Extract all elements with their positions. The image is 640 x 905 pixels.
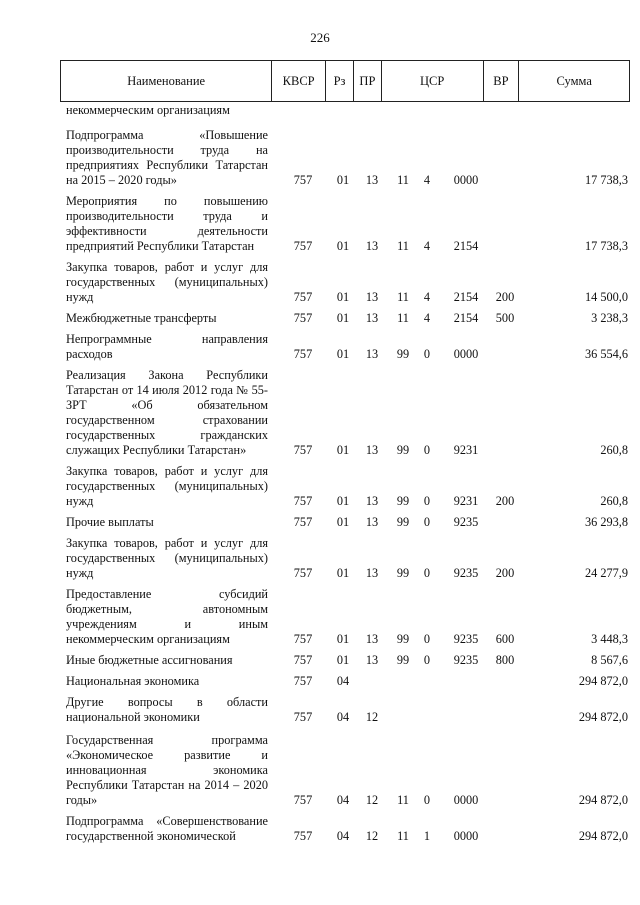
row-kvsr: 757: [293, 443, 313, 457]
row-csr3: 9235: [453, 515, 479, 529]
row-pr: 13: [365, 311, 379, 325]
row-kvsr: 757: [293, 710, 313, 724]
row-vr: 200: [495, 566, 515, 580]
row-rz: 01: [336, 515, 350, 529]
row-rz: 01: [336, 311, 350, 325]
row-csr2: 0: [423, 653, 431, 667]
row-rz: 04: [336, 710, 350, 724]
row-kvsr: 757: [293, 515, 313, 529]
row-csr1: 99: [396, 632, 410, 646]
row-csr2: 0: [423, 347, 431, 361]
row-sum: 294 872,0: [578, 710, 628, 724]
row-kvsr: 757: [293, 311, 313, 325]
row-name: Межбюджетные трансферты: [66, 311, 217, 325]
row-sum: 36 554,6: [584, 347, 628, 361]
row-name: Прочие выплаты: [66, 515, 154, 529]
row-sum: 17 738,3: [584, 239, 628, 253]
row-vr: 600: [495, 632, 515, 646]
table-row: [66, 332, 628, 362]
row-vr: 800: [495, 653, 515, 667]
row-csr1: 99: [396, 443, 410, 457]
row-csr3: 0000: [453, 829, 479, 843]
table-row: [66, 194, 628, 254]
row-name: Реализация Закона Республики Татарстан от 14 июля 2012 года № 55-ЗРТ «Об обязательном государственном страховании государственных гражданских служащих Республики Татарстан»: [66, 368, 268, 457]
row-csr1: 11: [397, 793, 409, 807]
row-csr2: 4: [423, 239, 431, 253]
row-csr2: 1: [423, 829, 431, 843]
row-pr: 12: [365, 829, 379, 843]
row-csr2: 0: [423, 443, 431, 457]
table-row: [66, 464, 628, 509]
row-sum: 294 872,0: [578, 674, 628, 688]
header-pr: ПР: [354, 61, 382, 101]
row-kvsr: 757: [293, 653, 313, 667]
row-rz: 01: [336, 494, 350, 508]
row-rz: 01: [336, 290, 350, 304]
row-csr3: 2154: [453, 311, 479, 325]
row-vr: 200: [495, 494, 515, 508]
row-rz: 01: [336, 632, 350, 646]
row-kvsr: 757: [293, 239, 313, 253]
row-kvsr: 757: [293, 829, 313, 843]
row-rz: 04: [336, 793, 350, 807]
row-rz: 04: [336, 829, 350, 843]
header-name: Наименование: [61, 61, 272, 101]
header-vr: ВР: [484, 61, 520, 101]
row-csr3: 2154: [453, 239, 479, 253]
row-csr1: 99: [396, 653, 410, 667]
row-csr2: 0: [423, 494, 431, 508]
table-row: [66, 695, 628, 725]
row-pr: 13: [365, 290, 379, 304]
row-rz: 01: [336, 653, 350, 667]
row-csr1: 99: [396, 515, 410, 529]
table-row: [66, 260, 628, 305]
page-number: 226: [310, 30, 330, 45]
row-csr3: 2154: [453, 290, 479, 304]
row-sum: 260,8: [600, 494, 628, 508]
header-rz: Рз: [326, 61, 354, 101]
row-name: Непрограммные направления расходов: [66, 332, 268, 361]
row-csr2: 0: [423, 632, 431, 646]
row-csr3: 9231: [453, 494, 479, 508]
row-sum: 17 738,3: [584, 173, 628, 187]
row-name: Мероприятия по повышению производительности труда и эффективности деятельности предприятий Республики Татарстан: [66, 194, 268, 253]
row-kvsr: 757: [293, 290, 313, 304]
table-row: [66, 368, 628, 458]
row-sum: 24 277,9: [584, 566, 628, 580]
row-name: Подпрограмма «Совершенствование государственной экономической: [66, 814, 268, 843]
row-kvsr: 757: [293, 173, 313, 187]
row-kvsr: 757: [293, 347, 313, 361]
row-name: Закупка товаров, работ и услуг для государственных (муниципальных) нужд: [66, 464, 268, 508]
row-kvsr: 757: [293, 674, 313, 688]
table-row: [66, 733, 628, 808]
row-sum: 294 872,0: [578, 829, 628, 843]
table-row: [66, 536, 628, 581]
row-pr: 13: [365, 347, 379, 361]
header-kvsr: КВСР: [272, 61, 326, 101]
row-name: Другие вопросы в области национальной экономики: [66, 695, 268, 724]
row-sum: 294 872,0: [578, 793, 628, 807]
row-pr: 13: [365, 632, 379, 646]
row-kvsr: 757: [293, 632, 313, 646]
row-csr2: 0: [423, 566, 431, 580]
row-csr3: 0000: [453, 793, 479, 807]
row-kvsr: 757: [293, 793, 313, 807]
header-sum: Сумма: [556, 73, 592, 88]
row-csr2: 4: [423, 173, 431, 187]
table-row: [66, 814, 628, 844]
row-csr2: 4: [423, 290, 431, 304]
row-csr2: 4: [423, 311, 431, 325]
row-name: Подпрограмма «Повышение производительности труда на предприятиях Республики Татарстан на 2015 – 2020 годы»: [66, 128, 268, 187]
table-header: [60, 60, 630, 102]
row-csr1: 11: [397, 829, 409, 843]
row-pr: 12: [365, 710, 379, 724]
row-csr1: 99: [396, 494, 410, 508]
row-rz: 04: [336, 674, 350, 688]
table-row: [66, 128, 628, 188]
row-sum: 3 448,3: [591, 632, 628, 646]
table-row: [66, 653, 628, 668]
row-name: Государственная программа «Экономическое развитие и инновационная экономика Республики Татарстан на 2014 – 2020 годы»: [66, 733, 268, 807]
row-pr: 13: [365, 566, 379, 580]
row-pr: 13: [365, 515, 379, 529]
row-sum: 3 238,3: [591, 311, 628, 325]
row-rz: 01: [336, 239, 350, 253]
row-pr: 13: [365, 443, 379, 457]
row-vr: 200: [495, 290, 515, 304]
table-row: [66, 311, 628, 326]
row-pr: 13: [365, 239, 379, 253]
row-name: Предоставление субсидий бюджетным, автономным учреждениям и иным некоммерческим организациям: [66, 587, 268, 646]
row-rz: 01: [336, 173, 350, 187]
row-csr3: 0000: [453, 347, 479, 361]
row-csr1: 11: [397, 239, 409, 253]
row-csr3: 9235: [453, 653, 479, 667]
row-csr3: 9231: [453, 443, 479, 457]
row-pr: 12: [365, 793, 379, 807]
row-csr1: 11: [397, 290, 409, 304]
row-csr1: 99: [396, 347, 410, 361]
row-csr2: 0: [423, 793, 431, 807]
budget-table: [66, 103, 628, 844]
row-csr3: 9235: [453, 632, 479, 646]
header-csr: ЦСР: [382, 61, 484, 101]
row-sum: 8 567,6: [591, 653, 628, 667]
row-name: Закупка товаров, работ и услуг для государственных (муниципальных) нужд: [66, 536, 268, 580]
row-kvsr: 757: [293, 494, 313, 508]
row-rz: 01: [336, 347, 350, 361]
row-kvsr: 757: [293, 566, 313, 580]
row-csr1: 11: [397, 173, 409, 187]
row-csr2: 0: [423, 515, 431, 529]
row-sum: 14 500,0: [584, 290, 628, 304]
row-rz: 01: [336, 443, 350, 457]
row-sum: 36 293,8: [584, 515, 628, 529]
row-name: некоммерческим организациям: [66, 103, 230, 117]
row-csr1: 11: [397, 311, 409, 325]
row-pr: 13: [365, 653, 379, 667]
table-row: [66, 587, 628, 647]
row-csr1: 99: [396, 566, 410, 580]
table-row: [66, 674, 628, 689]
row-name: Закупка товаров, работ и услуг для государственных (муниципальных) нужд: [66, 260, 268, 304]
row-name: Национальная экономика: [66, 674, 200, 688]
row-csr3: 9235: [453, 566, 479, 580]
row-sum: 260,8: [600, 443, 628, 457]
row-rz: 01: [336, 566, 350, 580]
row-pr: 13: [365, 494, 379, 508]
row-vr: 500: [495, 311, 515, 325]
table-row: [66, 515, 628, 530]
row-csr3: 0000: [453, 173, 479, 187]
row-pr: 13: [365, 173, 379, 187]
row-name: Иные бюджетные ассигнования: [66, 653, 233, 667]
table-row: [66, 103, 628, 118]
